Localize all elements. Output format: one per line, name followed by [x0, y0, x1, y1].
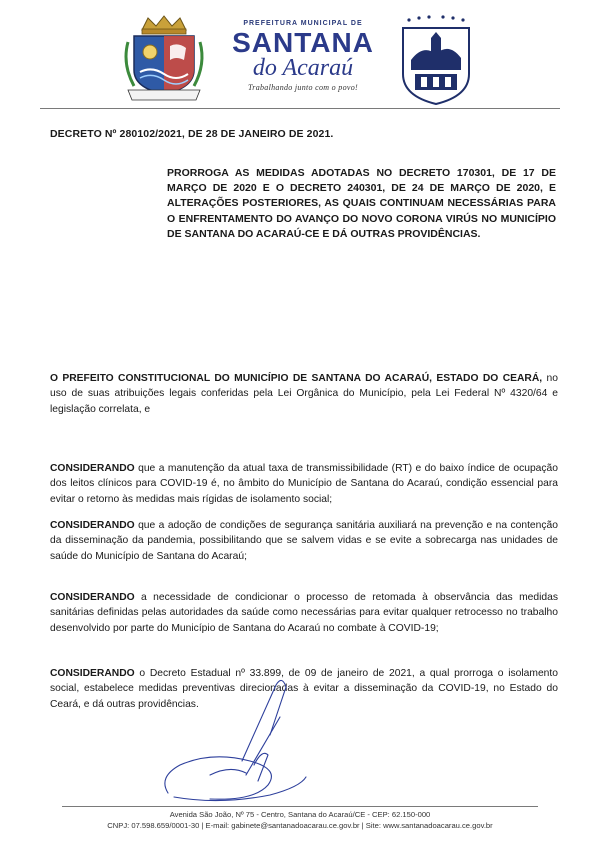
decree-summary: PRORROGA AS MEDIDAS ADOTADAS NO DECRETO 170301, DE 17 DE MARÇO DE 2020 E O DECRETO 240301, DE 24 DE MARÇO DE 2020, E ALTERAÇÕES POSTERIORES, AS QUAIS CONTINUAM NECESSÁRIAS PARA O ENFRENTAMENTO DO AVANÇO DO NOVO CORONA VIRÚS NO MUNICÍPIO DE SANTANA DO ACARAÚ-CE E DÁ OUTRAS PROVIDÊNCIAS. — [167, 167, 556, 240]
brand-name: SANTANA — [232, 27, 374, 58]
handwritten-signature-icon — [150, 665, 310, 815]
footer-address: Avenida São João, Nº 75 - Centro, Santana do Acaraú/CE - CEP: 62.150-000 — [169, 810, 431, 819]
letterhead — [0, 8, 600, 108]
preamble-paragraph — [50, 371, 558, 417]
considering-text: o Decreto Estadual nº 33.899, de 09 de janeiro de 2021, a qual prorroga o isolamento social, estabelece medidas preventivas direcionadas à evitar a disseminação da COVID-19, no Estado do Ceará, e dá outras providências. — [50, 668, 558, 710]
considering-keyword: CONSIDERANDO — [50, 520, 135, 531]
considering-text: que a adoção de condições de segurança sanitária auxiliará na prevenção e na contenção da disseminação da pandemia, possibilitando que se salvem vidas e se evite a sobrecarga nas unidades de saúde do Município de Santana do Acaraú; — [50, 520, 558, 562]
municipal-brand — [218, 14, 388, 106]
considering-text: que a manutenção da atual taxa de transmissibilidade (RT) e do baixo índice de ocupação dos leitos clínicos para COVID-19 é, no âmbito do Município de Santana do Acaraú, condição essencial para evitar o retorno às medidas mais rígidas de isolamento social; — [50, 463, 558, 505]
considering-paragraph-2 — [50, 518, 558, 564]
decree-title: DECRETO Nº 280102/2021, DE 28 DE JANEIRO DE 2021. — [50, 128, 334, 140]
footer-divider — [62, 806, 538, 807]
municipal-coat-of-arms-icon — [118, 12, 210, 104]
header-divider — [40, 108, 560, 109]
considering-keyword: CONSIDERANDO — [50, 592, 135, 603]
considering-text: a necessidade de condicionar o processo de retomada à observância das medidas sanitárias definidas pelas autoridades da saúde como necessárias para evitar qualquer retrocesso no trabalho desenvolvido por parte do Município de Santana do Acaraú no combate à COVID-19; — [50, 592, 558, 634]
brand-subname: do Acaraú — [252, 55, 354, 81]
brand-prefix: PREFEITURA MUNICIPAL DE — [243, 20, 363, 27]
considering-paragraph-1 — [50, 461, 558, 507]
brand-slogan: Trabalhando junto com o povo! — [247, 83, 359, 92]
considering-paragraph-3 — [50, 590, 558, 636]
considering-keyword: CONSIDERANDO — [50, 668, 135, 679]
municipal-shield-icon — [397, 14, 475, 106]
preamble-bold: O PREFEITO CONSTITUCIONAL DO MUNICÍPIO DE SANTANA DO ACARAÚ, ESTADO DO CEARÁ, — [50, 373, 543, 384]
preamble-text: no uso de suas atribuições legais conferidas pela Lei Orgânica do Município, pela Lei Federal Nº 4320/64 e legislação correlata, e — [50, 373, 558, 415]
footer-contacts: CNPJ: 07.598.659/0001-30 | E-mail: gabinete@santanadoacarau.ce.gov.br | Site: www.santanadoacarau.ce.gov.br — [107, 821, 493, 830]
considering-keyword: CONSIDERANDO — [50, 463, 135, 474]
